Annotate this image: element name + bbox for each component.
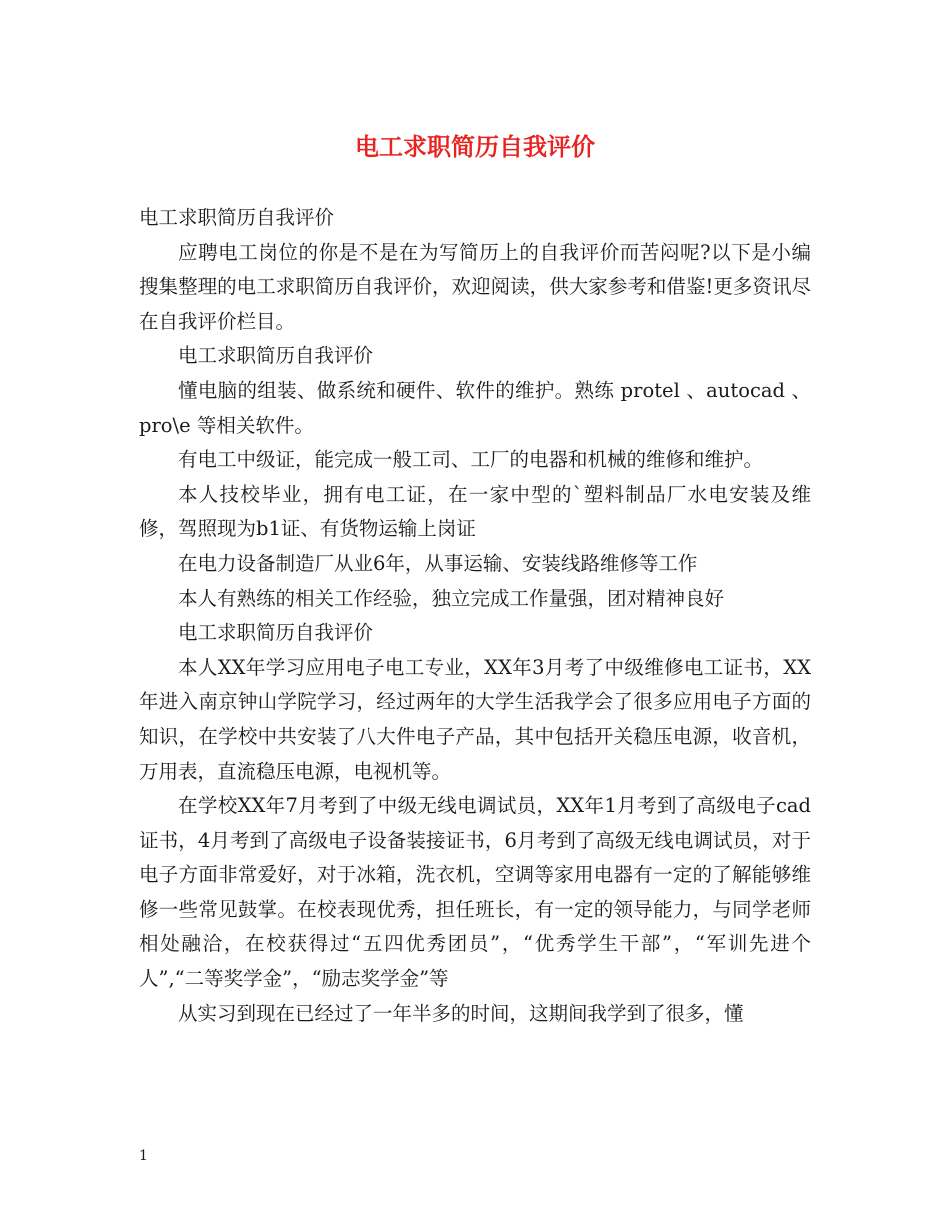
document-title: 电工求职简历自我评价 <box>355 132 595 161</box>
body-paragraph: 从实习到现在已经过了一年半多的时间，这期间我学到了很多，懂 <box>178 1001 744 1025</box>
body-paragraph: 本人技校毕业，拥有电工证，在一家中型的`塑料制品厂水电安装及维修，驾照现为b1证、有货物运输上岗证 <box>139 482 811 541</box>
document-body <box>139 201 811 1031</box>
body-paragraph: 在电力设备制造厂从业6年，从事运输、安装线路维修等工作 <box>178 551 698 575</box>
page-number: 1 <box>139 1148 148 1164</box>
body-paragraph: 应聘电工岗位的你是不是在为写简历上的自我评价而苦闷呢?以下是小编搜集整理的电工求职简历自我评价，欢迎阅读，供大家参考和借鉴!更多资讯尽在自我评价栏目。 <box>139 240 811 333</box>
body-paragraph: 在学校XX年7月考到了中级无线电调试员，XX年1月考到了高级电子cad证书，4月考到了高级电子设备装接证书，6月考到了高级无线电调试员，对于电子方面非常爱好，对于冰箱，洗衣机，空调等家用电器有一定的了解能够维修一些常见鼓掌。在校表现优秀，担任班长，有一定的领导能力，与同学老师相处融洽，在校获得过“五四优秀团员”，“优秀学生干部”，“军训先进个人”,“二等奖学金”，“励志奖学金”等 <box>139 794 811 991</box>
body-paragraph: 懂电脑的组装、做系统和硬件、软件的维护。熟练 protel 、autocad 、 pro\e 等相关软件。 <box>139 378 811 437</box>
body-paragraph: 本人XX年学习应用电子电工专业，XX年3月考了中级维修电工证书，XX年进入南京钟山学院学习，经过两年的大学生活我学会了很多应用电子方面的知识，在学校中共安装了八大件电子产品，其中包括开关稳压电源，收音机，万用表，直流稳压电源，电视机等。 <box>139 655 811 783</box>
body-paragraph: 有电工中级证，能完成一般工司、工厂的电器和机械的维修和维护。 <box>178 448 764 472</box>
body-paragraph: 电工求职简历自我评价 <box>139 206 335 229</box>
body-paragraph: 电工求职简历自我评价 <box>178 344 374 368</box>
body-paragraph: 电工求职简历自我评价 <box>178 621 374 645</box>
body-paragraph: 本人有熟练的相关工作经验，独立完成工作量强，团对精神良好 <box>178 586 725 610</box>
